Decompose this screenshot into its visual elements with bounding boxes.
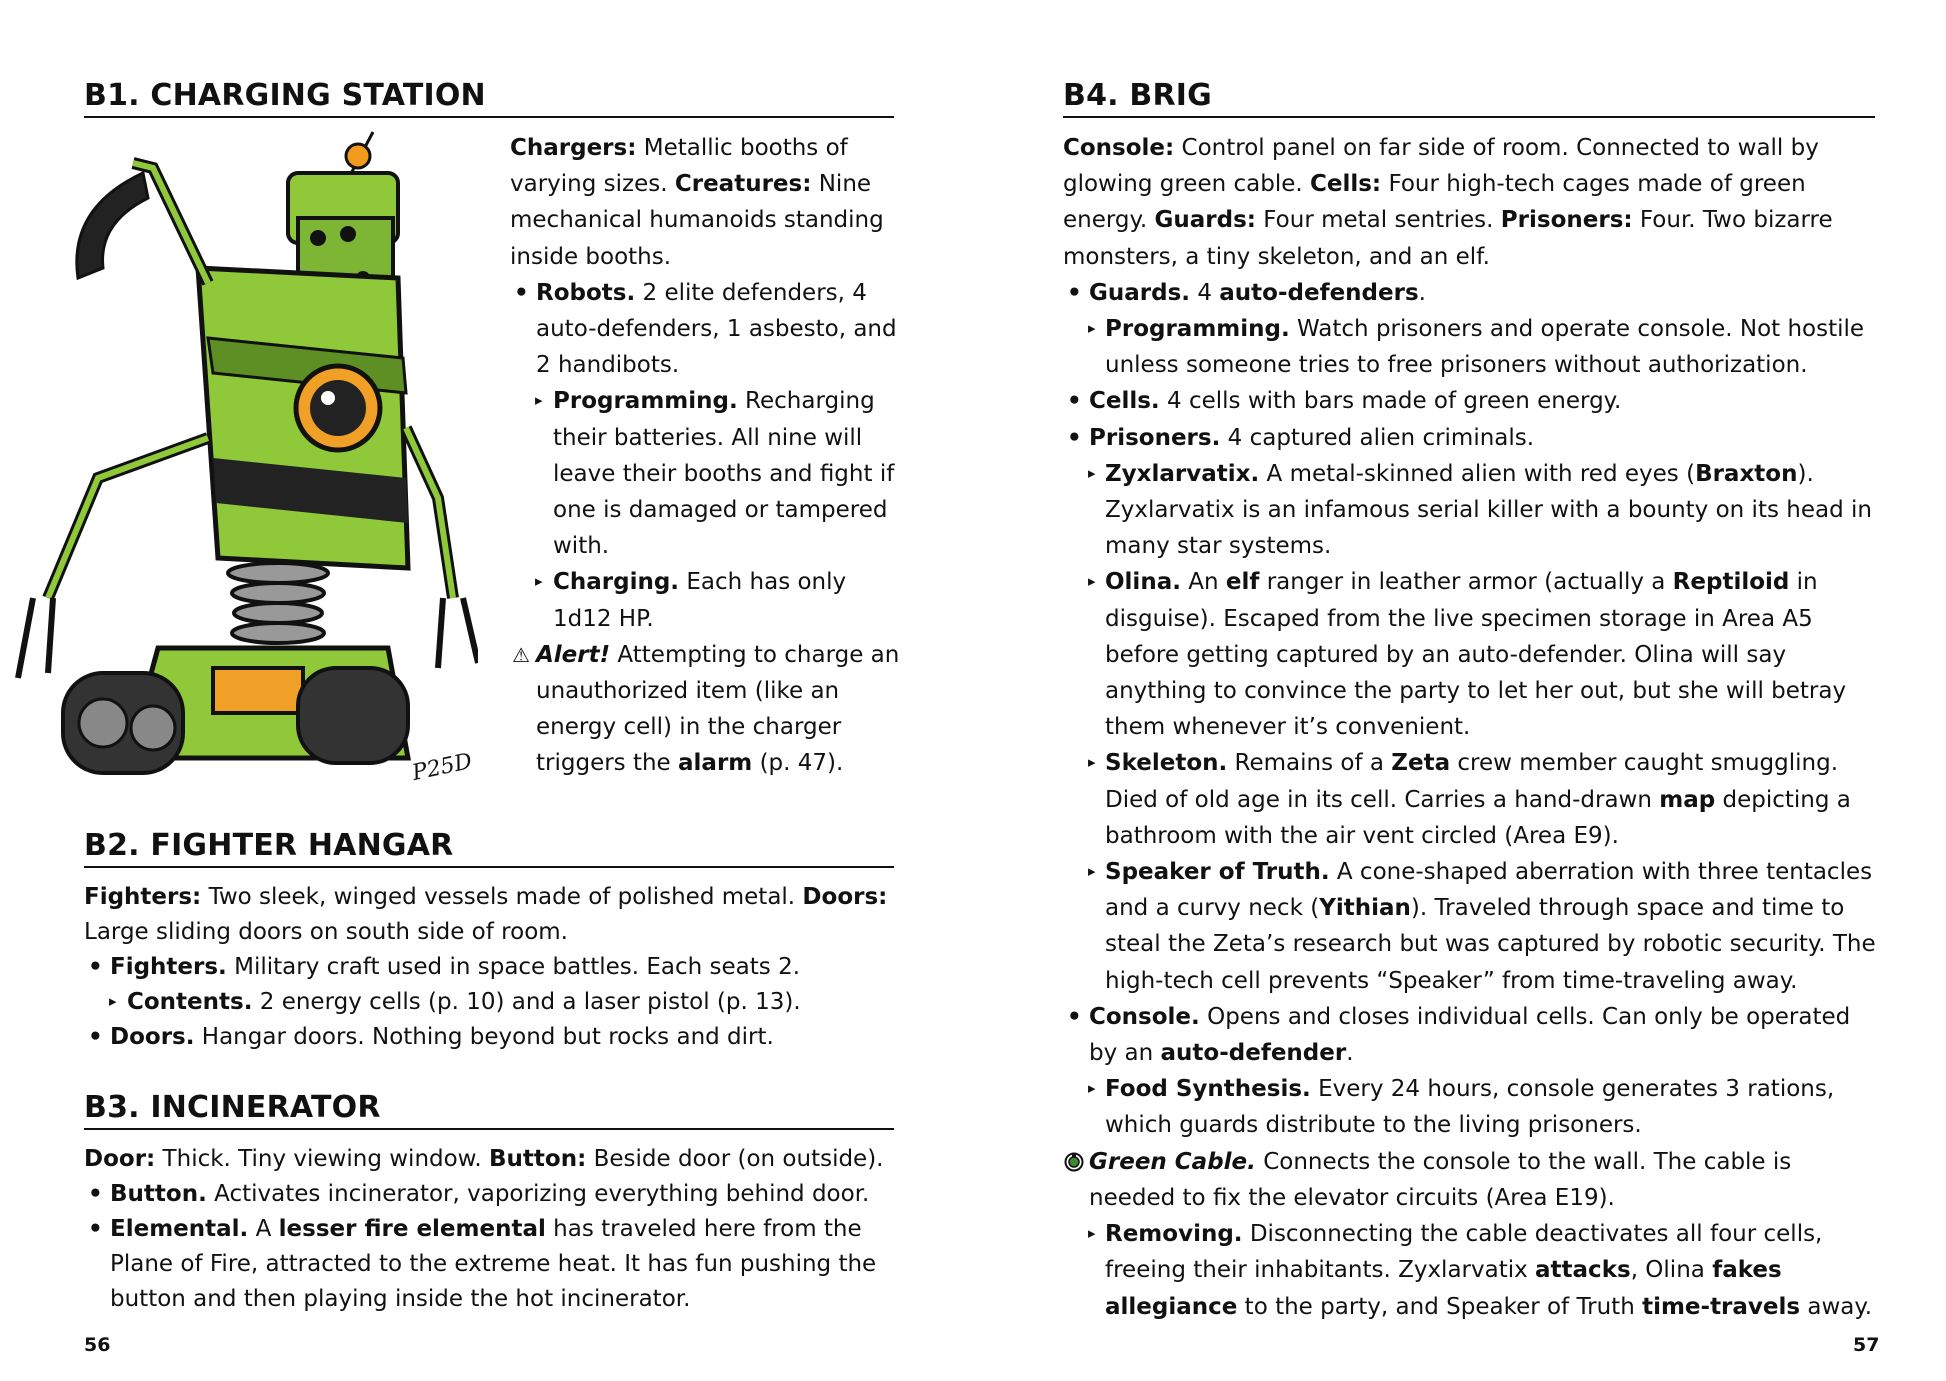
text-run: Attempting to charge an unauthorized item (like an energy cell) in the charger triggers the [536, 641, 900, 777]
text-run: A metal-skinned alien with red eyes ( [1259, 460, 1696, 487]
text-run: 4 captured alien criminals. [1220, 424, 1535, 451]
artist-signature: P25D [410, 748, 475, 787]
text-run: Connects the console to the wall. The cable is needed to fix the elevator circuits (Area E19). [1089, 1148, 1792, 1211]
bold-term: Food Synthesis. [1105, 1076, 1311, 1103]
bold-term: auto-defenders [1219, 279, 1419, 306]
b3-intro [84, 1142, 894, 1177]
text-run: Large sliding doors on south side of room. [84, 919, 568, 945]
right-page [973, 0, 1946, 1381]
bold-term: Guards: [1154, 207, 1256, 234]
bold-term: Yithian [1319, 895, 1411, 922]
list-item-guards-programming [1063, 311, 1883, 383]
text-run: , Olina [1630, 1257, 1713, 1284]
text-run: away. [1800, 1293, 1873, 1320]
text-run: Metallic booths of varying sizes. [510, 135, 848, 198]
b4-text [1063, 130, 1883, 1325]
cable-icon [1063, 1152, 1085, 1172]
bold-term: map [1659, 786, 1716, 813]
text-run: Military craft used in space battles. Each seats 2. [226, 954, 801, 980]
bold-term: Skeleton. [1105, 750, 1228, 777]
text-run: A cone-shaped aberration with three tentacles and a curvy neck ( [1105, 859, 1873, 922]
text-run: (p. 47). [752, 750, 844, 777]
b2-intro [84, 880, 894, 950]
bold-term: Robots. [536, 279, 636, 306]
text-run: Disconnecting the cable deactivates all four cells, freeing their inhabitants. Zyxlarvatix [1105, 1221, 1823, 1284]
list-item-charging [510, 564, 910, 636]
list-item-fighters [84, 950, 894, 985]
text-run: Every 24 hours, console generates 3 rations, which guards distribute to the living prisoners. [1105, 1076, 1835, 1139]
list-item-contents [84, 985, 894, 1020]
bold-term: Charging. [553, 569, 680, 596]
bold-term: Button: [489, 1146, 587, 1172]
text-run: ). Zyxlarvatix is an infamous serial killer with a bounty on its head in many star systems. [1105, 460, 1872, 560]
text-run: Each has only 1d12 HP. [553, 569, 847, 632]
b2-text [84, 880, 894, 1055]
text-run: ranger in leather armor (actually a [1259, 569, 1673, 596]
text-run: Four metal sentries. [1255, 207, 1501, 234]
text-run: depicting a bathroom with the air vent circled (Area E9). [1105, 786, 1851, 849]
warning-icon: ⚠ [512, 642, 530, 667]
text-run: Control panel on far side of room. Connected to wall by glowing green cable. [1063, 135, 1819, 198]
b1-intro [510, 130, 910, 275]
list-item-removing [1063, 1216, 1883, 1325]
text-run: Opens and closes individual cells. Can only be operated by an [1089, 1003, 1851, 1067]
text-run: Thick. Tiny viewing window. [155, 1146, 490, 1172]
list-item-cells [1063, 383, 1883, 419]
section-title-b4: B4. BRIG [1063, 78, 1875, 118]
bold-term: Olina. [1105, 569, 1181, 596]
bold-term: Programming. [553, 388, 738, 415]
bold-term: alarm [678, 750, 753, 777]
bold-term: Prisoners: [1500, 207, 1633, 234]
text-run: Two sleek, winged vessels made of polished metal. [201, 884, 803, 910]
text-run: An [1180, 569, 1226, 596]
bold-term: Braxton [1695, 460, 1798, 487]
list-item-programming [510, 383, 910, 564]
section-title-b3: B3. INCINERATOR [84, 1090, 894, 1130]
b1-text [510, 130, 910, 782]
section-title-b1: B1. CHARGING STATION [84, 78, 894, 118]
bold-term: Door: [84, 1146, 156, 1172]
text-run: Recharging their batteries. All nine will leave their booths and fight if one is damaged or tampered with. [553, 388, 895, 560]
page-number-right: 57 [1853, 1334, 1880, 1356]
text-run: 4 [1190, 279, 1220, 306]
text-run: . [1346, 1040, 1354, 1067]
alert-row [510, 637, 910, 782]
bold-term: Elemental. [110, 1216, 249, 1242]
list-item-skeleton [1063, 745, 1883, 854]
text-run: crew member caught smuggling. Died of old age in its cell. Carries a hand-drawn [1105, 750, 1839, 813]
bold-term: fakes allegiance [1105, 1257, 1782, 1320]
text-run: has traveled here from the Plane of Fire, attracted to the extreme heat. It has fun pushing the button and then playing inside the hot incinerator. [110, 1216, 877, 1312]
list-item-doors [84, 1020, 894, 1055]
text-run: 2 energy cells (p. 10) and a laser pistol (p. 13). [252, 989, 801, 1015]
list-item-guards [1063, 275, 1883, 311]
bold-term: Contents. [127, 989, 253, 1015]
bold-term: Green Cable. [1089, 1148, 1256, 1175]
text-run: 2 elite defenders, 4 auto-defenders, 1 asbesto, and 2 handibots. [536, 279, 897, 379]
text-run: Hangar doors. Nothing beyond but rocks and dirt. [194, 1024, 774, 1050]
bold-term: time-travels [1642, 1293, 1801, 1320]
bold-term: Doors: [802, 884, 888, 910]
list-item-speaker [1063, 854, 1883, 999]
text-run: in disguise). Escaped from the live specimen storage in Area A5 before getting captured by an auto-defender. Olina will say anything to convince the party to let her out, but she will betray them whenever it’s convenient. [1105, 569, 1847, 741]
text-run: Nine mechanical humanoids standing inside booths. [510, 171, 884, 270]
bold-term: Removing. [1105, 1221, 1243, 1248]
bold-term: Fighters. [110, 954, 227, 980]
b4-intro [1063, 130, 1883, 275]
text-run: 4 cells with bars made of green energy. [1159, 388, 1622, 415]
bold-term: Button. [110, 1181, 207, 1207]
list-item-zyxlarvatix [1063, 456, 1883, 565]
text-run: Remains of a [1227, 750, 1392, 777]
bold-term: Fighters: [84, 884, 202, 910]
bold-term: Cells: [1310, 171, 1382, 198]
bold-term: Zyxlarvatix. [1105, 460, 1260, 487]
bold-term: attacks [1535, 1257, 1631, 1284]
text-run: Four. Two bizarre monsters, a tiny skeleton, and an elf. [1063, 207, 1833, 270]
list-item-robots [510, 275, 910, 384]
bold-term: Programming. [1105, 316, 1290, 343]
text-run: Activates incinerator, vaporizing everything behind door. [206, 1181, 870, 1207]
list-item-elemental [84, 1212, 894, 1317]
section-title-b2: B2. FIGHTER HANGAR [84, 828, 894, 868]
list-item-console [1063, 999, 1883, 1071]
bold-term: elf [1225, 569, 1260, 596]
text-run: to the party, and Speaker of Truth [1237, 1293, 1643, 1320]
page-number-left: 56 [84, 1334, 111, 1356]
bold-term: Cells. [1089, 388, 1160, 415]
bold-term: Prisoners. [1089, 424, 1221, 451]
text-run: . [1418, 279, 1426, 306]
bold-term: Console: [1063, 135, 1175, 161]
text-run: Four high-tech cages made of green energy. [1063, 171, 1806, 234]
bold-term: Guards. [1089, 279, 1191, 306]
green-cable-text [1089, 1149, 1791, 1211]
text-run: A [248, 1216, 279, 1242]
text-run: Watch prisoners and operate console. Not hostile unless someone tries to free prisoners without authorization. [1105, 316, 1865, 379]
bold-term: Alert! [536, 641, 611, 668]
bold-term: Doors. [110, 1024, 195, 1050]
text-run: ). Traveled through space and time to steal the Zeta’s research but was captured by robotic security. The high-tech cell prevents “Speaker” from time-traveling away. [1105, 895, 1876, 994]
list-item-prisoners [1063, 420, 1883, 456]
bold-term: Zeta [1391, 750, 1451, 777]
bold-term: Reptiloid [1672, 569, 1790, 596]
bold-term: Speaker of Truth. [1105, 859, 1330, 886]
bold-term: Console. [1089, 1003, 1200, 1030]
text-run: Beside door (on outside). [586, 1146, 884, 1172]
b3-text [84, 1142, 894, 1317]
list-item-food-synthesis [1063, 1071, 1883, 1143]
bold-term: Creatures: [674, 171, 812, 198]
green-cable-row [1063, 1144, 1883, 1216]
bold-term: auto-defender [1160, 1040, 1347, 1067]
bold-term: Chargers: [510, 135, 637, 161]
list-item-button [84, 1177, 894, 1212]
bold-term: lesser fire elemental [278, 1216, 546, 1242]
alert-text [536, 642, 899, 777]
robot-illustration [8, 128, 478, 798]
list-item-olina [1063, 564, 1883, 745]
